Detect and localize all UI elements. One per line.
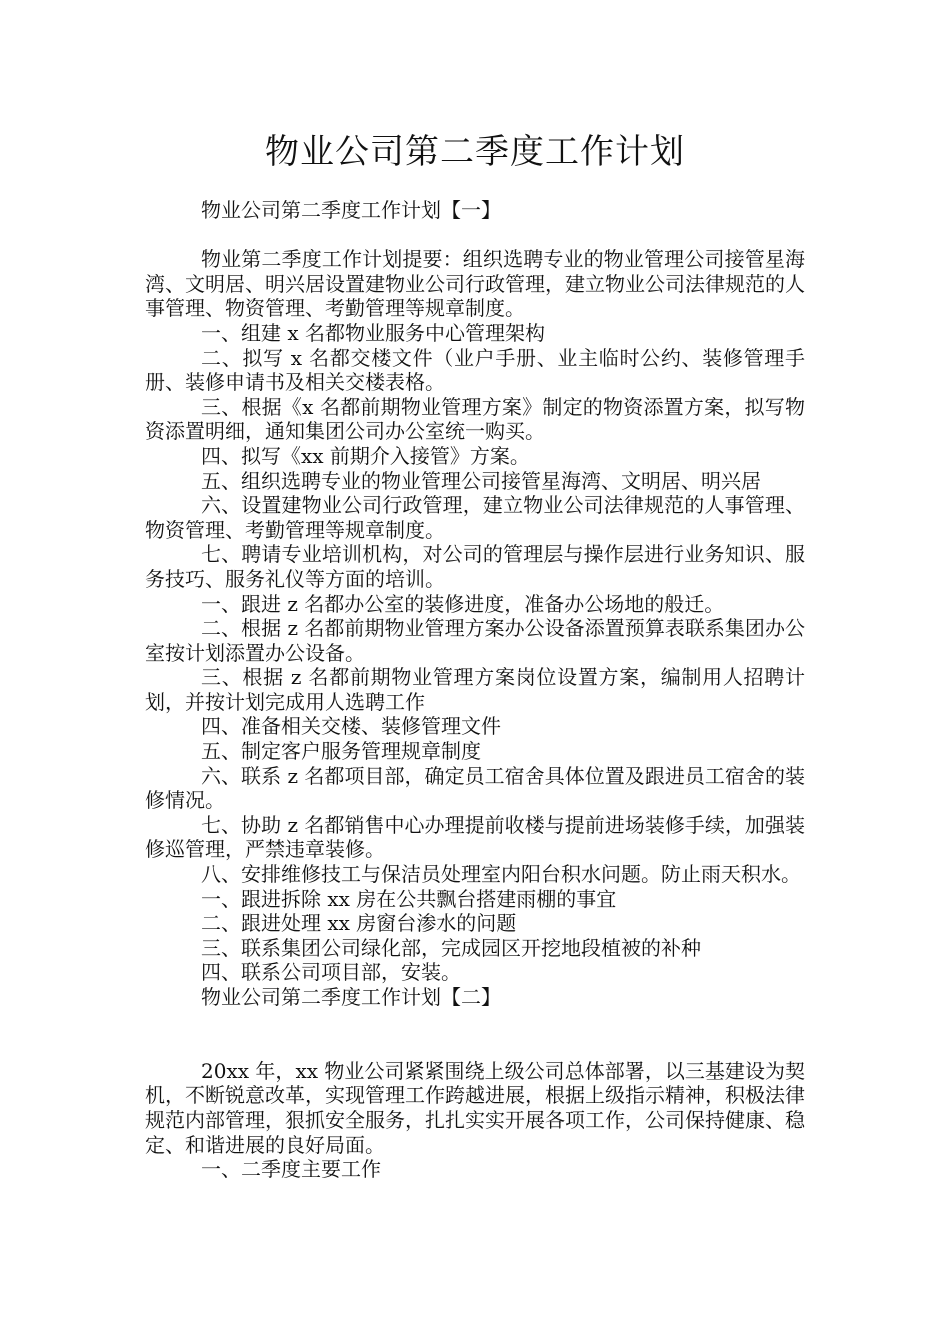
- section-1-body: [145, 247, 805, 985]
- blank-line: [145, 223, 805, 248]
- section-heading-1: 物业公司第二季度工作计划【一】: [201, 198, 501, 222]
- document-page: [145, 0, 805, 1182]
- paragraph: 三、联系集团公司绿化部，完成园区开挖地段植被的补种: [201, 935, 701, 960]
- paragraph: 七、协助 z 名都销售中心办理提前收楼与提前进场装修手续，加强装修巡管理，严禁违章装修。: [145, 812, 805, 862]
- paragraph: 六、联系 z 名都项目部，确定员工宿舍具体位置及跟进员工宿舍的装修情况。: [145, 763, 805, 813]
- blank-line: [145, 1010, 805, 1035]
- paragraph: 五、组织选聘专业的物业管理公司接管星海湾、文明居、明兴居: [201, 468, 761, 493]
- section-heading-2: 物业公司第二季度工作计划【二】: [201, 985, 501, 1009]
- paragraph: 三、根据《x 名都前期物业管理方案》制定的物资添置方案，拟写物资添置明细，通知集团公司办公室统一购买。: [145, 394, 805, 444]
- paragraph: 五、制定客户服务管理规章制度: [201, 739, 481, 764]
- paragraph: 一、二季度主要工作: [201, 1157, 381, 1182]
- paragraph: 二、根据 z 名都前期物业管理方案办公设备添置预算表联系集团办公室按计划添置办公设备。: [145, 616, 805, 665]
- paragraph: 一、组建 x 名都物业服务中心管理架构: [201, 320, 545, 345]
- blank-line: [145, 1034, 805, 1059]
- paragraph: 八、安排维修技工与保洁员处理室内阳台积水问题。防止雨天积水。: [201, 862, 801, 887]
- section-2-body: [145, 1059, 805, 1182]
- paragraph: 20xx 年，xx 物业公司紧紧围绕上级公司总体部署，以三基建设为契机，不断锐意改革，实现管理工作跨越进展，根据上级指示精神，积极法律规范内部管理，狠抓安全服务，扎扎实实开展各项工作，公司保持健康、稳定、和谐进展的良好局面。: [145, 1058, 805, 1157]
- paragraph: 四、准备相关交楼、装修管理文件: [201, 714, 501, 739]
- paragraph: 一、跟进 z 名都办公室的装修进度，准备办公场地的般迁。: [201, 591, 725, 616]
- paragraph: 六、设置建物业公司行政管理，建立物业公司法律规范的人事管理、物资管理、考勤管理等规章制度。: [145, 493, 805, 542]
- paragraph: 二、跟进处理 xx 房窗台渗水的问题: [201, 911, 517, 936]
- document-title: 物业公司第二季度工作计划: [265, 132, 685, 172]
- paragraph: 四、拟写《xx 前期介入接管》方案。: [201, 443, 530, 468]
- paragraph: 七、聘请专业培训机构，对公司的管理层与操作层进行业务知识、服务技巧、服务礼仪等方面的培训。: [145, 542, 805, 591]
- paragraph: 三、根据 z 名都前期物业管理方案岗位设置方案，编制用人招聘计划，并按计划完成用人选聘工作: [145, 665, 805, 714]
- paragraph: 四、联系公司项目部，安装。: [201, 960, 461, 985]
- paragraph: 物业第二季度工作计划提要：组织选聘专业的物业管理公司接管星海湾、文明居、明兴居设置建物业公司行政管理，建立物业公司法律规范的人事管理、物资管理、考勤管理等规章制度。: [145, 247, 805, 321]
- paragraph: 一、跟进拆除 xx 房在公共飘台搭建雨棚的事宜: [201, 886, 617, 911]
- paragraph: 二、拟写 x 名都交楼文件（业户手册、业主临时公约、装修管理手册、装修申请书及相关交楼表格。: [145, 345, 805, 395]
